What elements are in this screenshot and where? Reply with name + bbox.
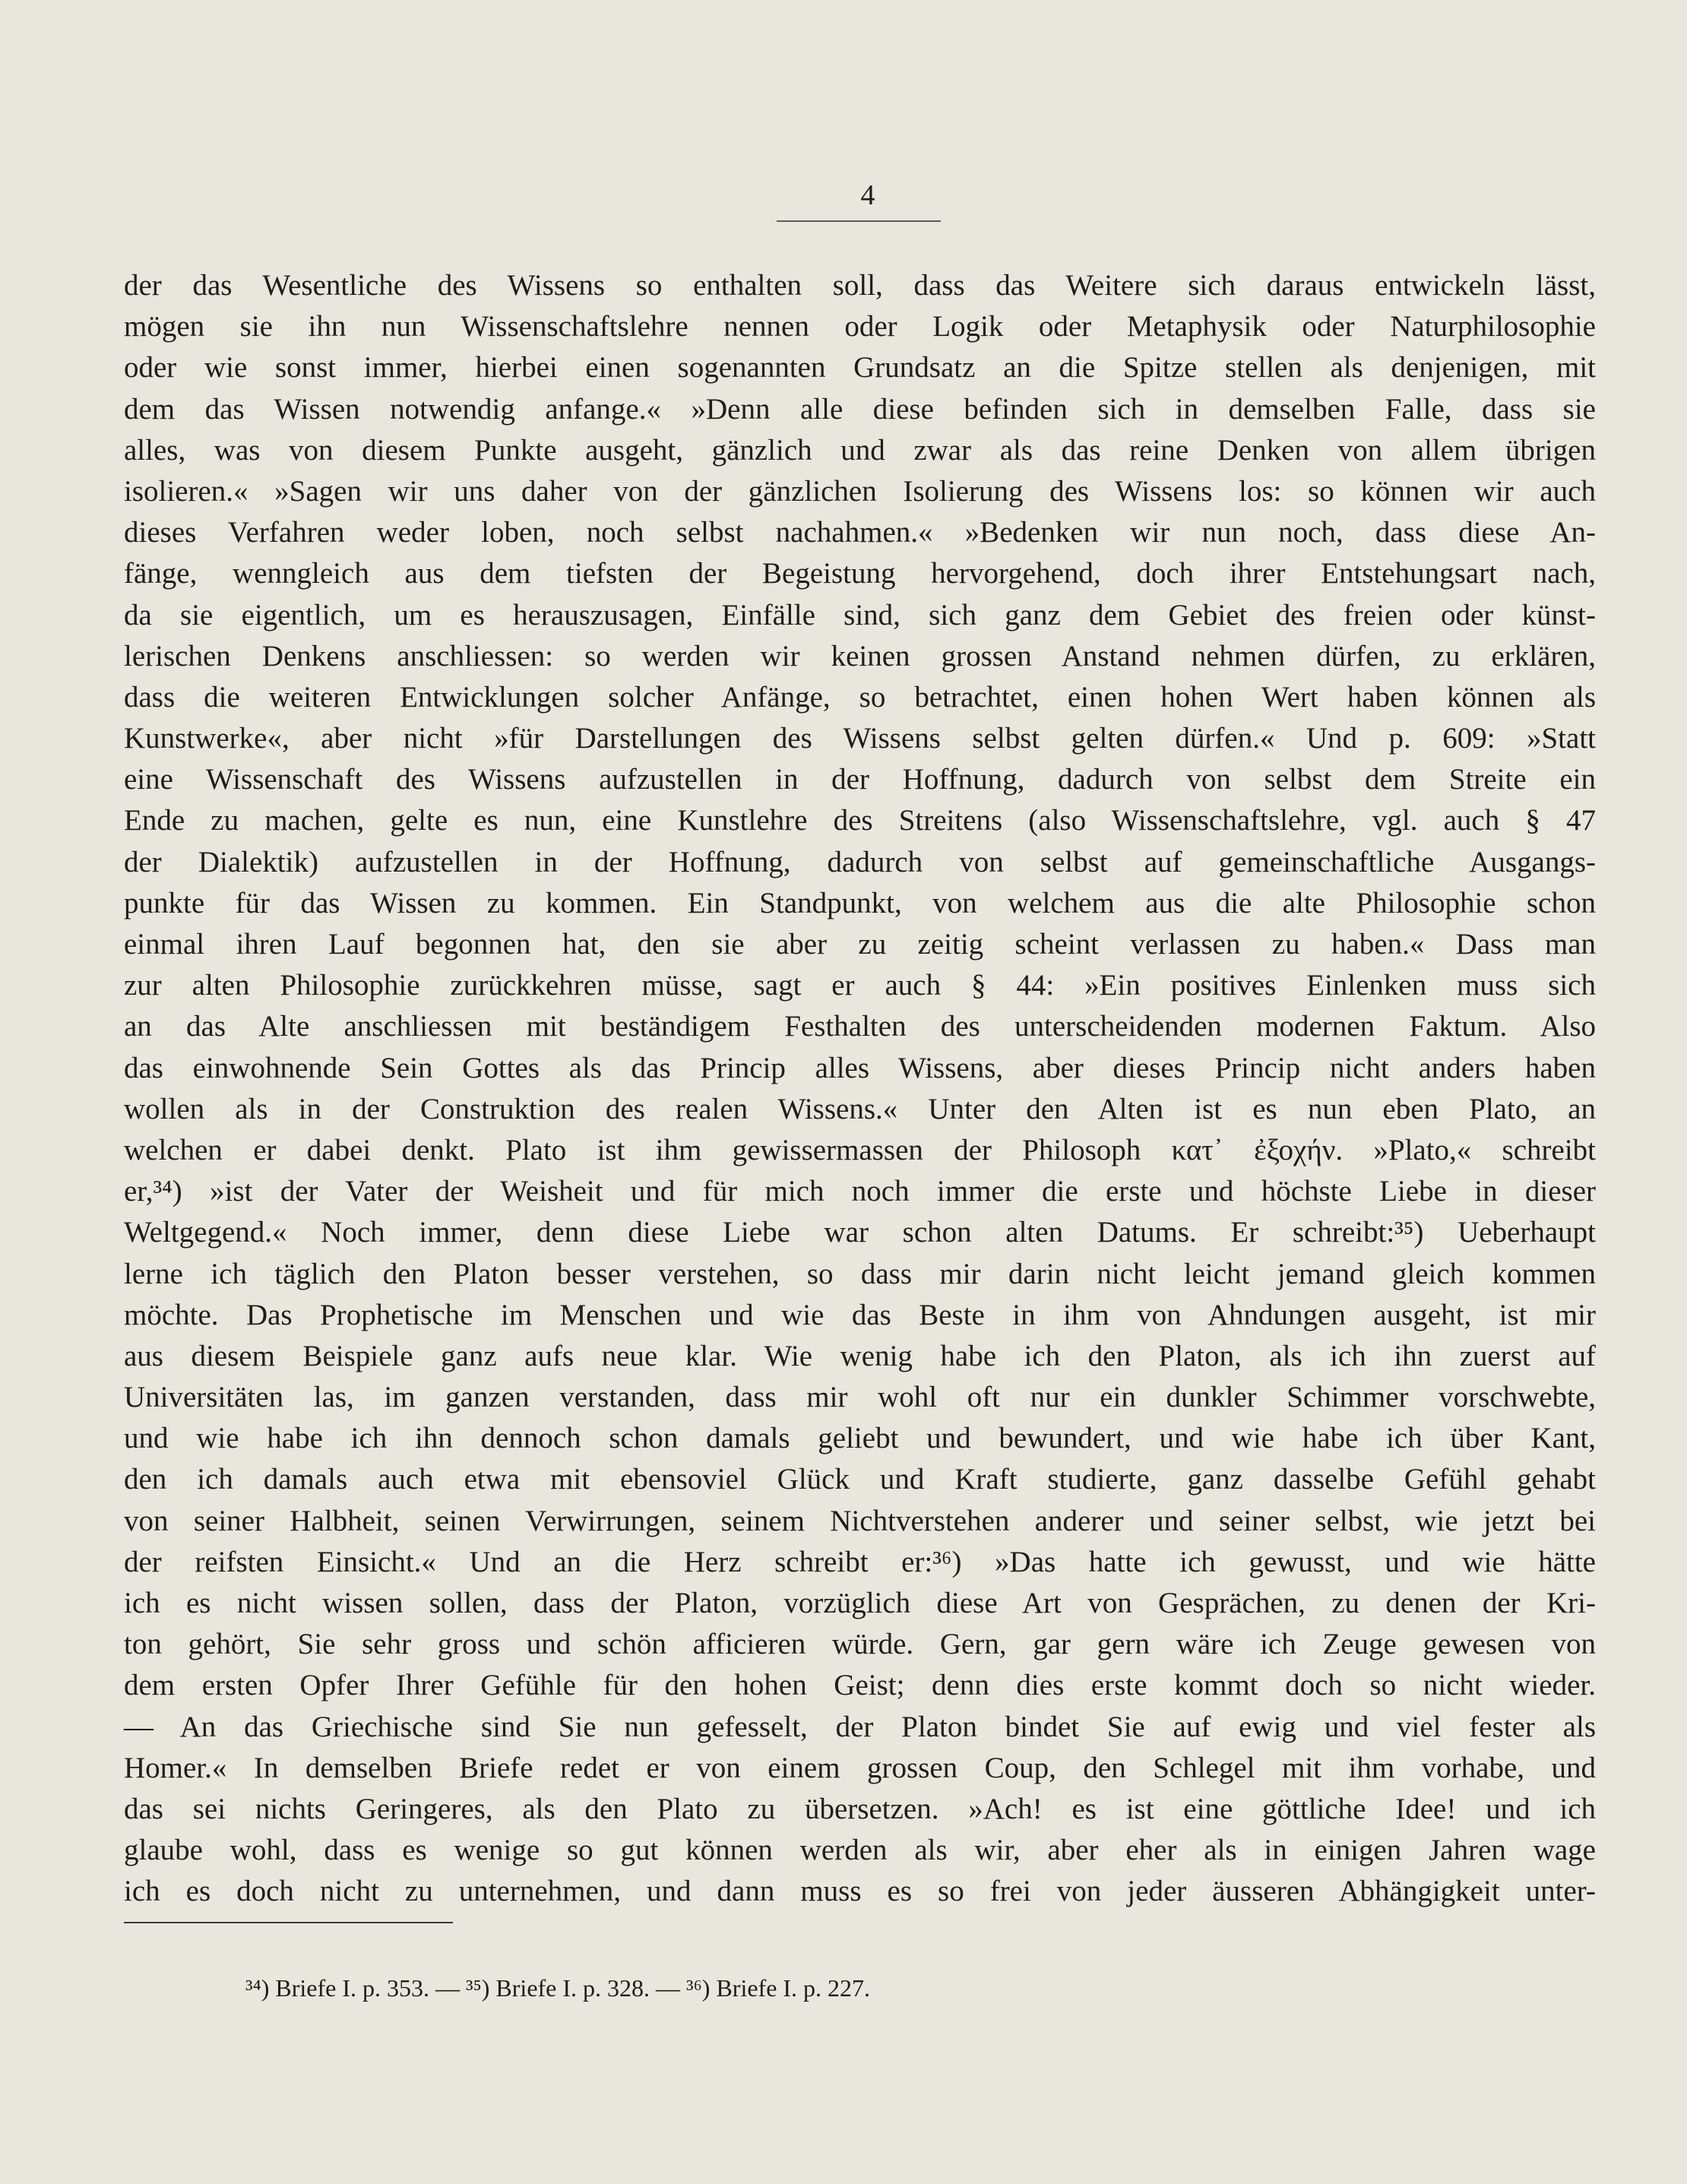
text-line: von seiner Halbheit, seinen Verwirrungen, seinem Nichtverstehen anderer und seiner selbst, wie jetzt bei — [124, 1504, 1596, 1537]
text-line: einmal ihren Lauf begonnen hat, den sie aber zu zeitig scheint verlassen zu haben.« Dass man — [124, 928, 1596, 961]
text-line: punkte für das Wissen zu kommen. Ein Standpunkt, von welchem aus die alte Philosophie schon — [124, 886, 1596, 919]
text-line: Kunstwerke«, aber nicht »für Darstellungen des Wissens selbst gelten dürfen.« Und p. 609: »Statt — [124, 722, 1596, 755]
text-line: das einwohnende Sein Gottes als das Princip alles Wissens, aber dieses Princip nicht anders haben — [124, 1051, 1596, 1084]
text-line: er,³⁴) »ist der Vater der Weisheit und für mich noch immer die erste und höchste Liebe in dieser — [124, 1175, 1596, 1208]
text-line: an das Alte anschliessen mit beständigem Festhalten des unterscheidenden modernen Faktum. Also — [124, 1010, 1596, 1043]
text-line: den ich damals auch etwa mit ebensoviel Glück und Kraft studierte, ganz dasselbe Gefühl gehabt — [124, 1463, 1596, 1496]
text-line: ich es doch nicht zu unternehmen, und dann muss es so frei von jeder äusseren Abhängigkeit unter- — [124, 1875, 1596, 1908]
text-line: der das Wesentliche des Wissens so enthalten soll, dass das Weitere sich daraus entwickeln lässt, — [124, 269, 1596, 302]
text-line: dem ersten Opfer Ihrer Gefühle für den hohen Geist; denn dies erste kommt doch so nicht wieder. — [124, 1669, 1596, 1702]
text-line: oder wie sonst immer, hierbei einen sogenannten Grundsatz an die Spitze stellen als denjenigen, mit — [124, 351, 1596, 385]
footnotes: ³⁴) Briefe I. p. 353. — ³⁵) Briefe I. p. 328. — ³⁶) Briefe I. p. 227. — [245, 1974, 871, 2002]
text-line: fänge, wenngleich aus dem tiefsten der Begeistung hervorgehend, doch ihrer Entstehungsart nach, — [124, 557, 1596, 590]
text-line: das sei nichts Geringeres, als den Plato zu übersetzen. »Ach! es ist eine göttliche Idee! und ich — [124, 1792, 1596, 1825]
footnote-rule — [124, 1922, 453, 1923]
text-line: mögen sie ihn nun Wissenschaftslehre nennen oder Logik oder Metaphysik oder Naturphilosophie — [124, 310, 1596, 343]
text-line: isolieren.« »Sagen wir uns daher von der gänzlichen Isolierung des Wissens los: so können wir auch — [124, 474, 1596, 508]
text-line: Ende zu machen, gelte es nun, eine Kunstlehre des Streitens (also Wissenschaftslehre, vgl. auch § 47 — [124, 804, 1596, 837]
text-line: dem das Wissen notwendig anfange.« »Denn alle diese befinden sich in demselben Falle, dass sie — [124, 392, 1596, 426]
text-line: der Dialektik) aufzustellen in der Hoffnung, dadurch von selbst auf gemeinschaftliche Ausgangs- — [124, 845, 1596, 878]
text-line: zur alten Philosophie zurückkehren müsse, sagt er auch § 44: »Ein positives Einlenken muss sich — [124, 969, 1596, 1002]
page-number-rule — [777, 220, 941, 222]
text-line: lerne ich täglich den Platon besser verstehen, so dass mir darin nicht leicht jemand gleich kommen — [124, 1257, 1596, 1290]
text-line: lerischen Denkens anschliessen: so werden wir keinen grossen Anstand nehmen dürfen, zu erklären, — [124, 639, 1596, 673]
text-line: möchte. Das Prophetische im Menschen und wie das Beste in ihm von Ahndungen ausgeht, ist mir — [124, 1298, 1596, 1331]
text-line: ton gehört, Sie sehr gross und schön afficieren würde. Gern, gar gern wäre ich Zeuge gewesen von — [124, 1628, 1596, 1661]
text-line: Homer.« In demselben Briefe redet er von einem grossen Coup, den Schlegel mit ihm vorhabe, und — [124, 1751, 1596, 1784]
text-line: welchen er dabei denkt. Plato ist ihm gewissermassen der Philosoph κατ᾽ ἐξοχήν. »Plato,« schreibt — [124, 1133, 1596, 1166]
text-line: Universitäten las, im ganzen verstanden, dass mir wohl oft nur ein dunkler Schimmer vorschwebte, — [124, 1381, 1596, 1414]
text-line: ich es nicht wissen sollen, dass der Platon, vorzüglich diese Art von Gesprächen, zu denen der Kri- — [124, 1587, 1596, 1619]
text-line: wollen als in der Construktion des realen Wissens.« Unter den Alten ist es nun eben Plato, an — [124, 1092, 1596, 1125]
text-line: — An das Griechische sind Sie nun gefesselt, der Platon bindet Sie auf ewig und viel fester als — [124, 1710, 1596, 1743]
text-line: eine Wissenschaft des Wissens aufzustellen in der Hoffnung, dadurch von selbst dem Streite ein — [124, 763, 1596, 796]
text-line: dieses Verfahren weder loben, noch selbst nachahmen.« »Bedenken wir nun noch, dass diese An- — [124, 516, 1596, 549]
body-text — [124, 265, 1596, 1913]
text-line: alles, was von diesem Punkte ausgeht, gänzlich und zwar als das reine Denken von allem übrigen — [124, 433, 1596, 467]
page-number: 4 — [860, 179, 875, 211]
text-line: Weltgegend.« Noch immer, denn diese Liebe war schon alten Datums. Er schreibt:³⁵) Ueberhaupt — [124, 1216, 1596, 1249]
text-line: da sie eigentlich, um es herauszusagen, Einfälle sind, sich ganz dem Gebiet des freien oder künst- — [124, 598, 1596, 631]
text-line: und wie habe ich ihn dennoch schon damals geliebt und bewundert, und wie habe ich über Kant, — [124, 1422, 1596, 1455]
text-line: dass die weiteren Entwicklungen solcher Anfänge, so betrachtet, einen hohen Wert haben können als — [124, 680, 1596, 714]
text-line: glaube wohl, dass es wenige so gut können werden als wir, aber eher als in einigen Jahren wage — [124, 1834, 1596, 1867]
text-line: aus diesem Beispiele ganz aufs neue klar. Wie wenig habe ich den Platon, als ich ihn zuerst auf — [124, 1339, 1596, 1372]
text-line: der reifsten Einsicht.« Und an die Herz schreibt er:³⁶) »Das hatte ich gewusst, und wie hätte — [124, 1545, 1596, 1578]
